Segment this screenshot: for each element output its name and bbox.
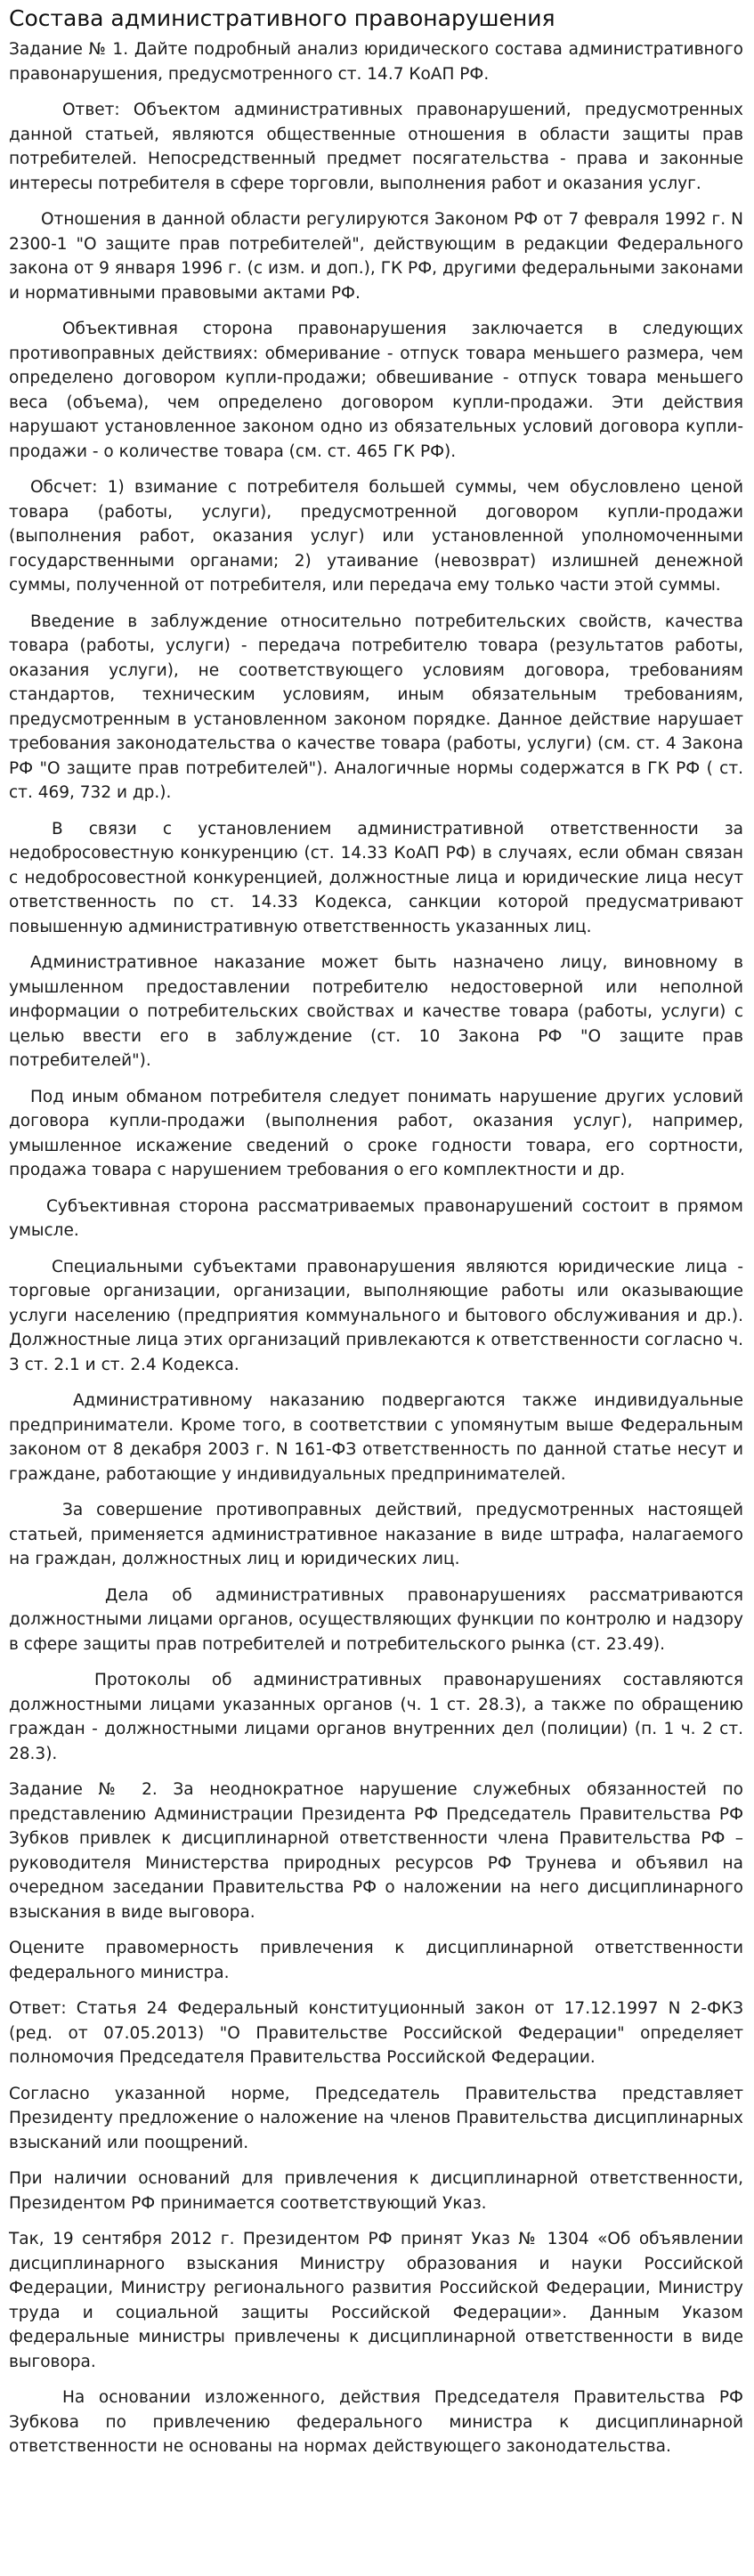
task1-question: Задание № 1. Дайте подробный анализ юридического состава административного правонарушения, предусмотренного ст. 14.7 КоАП РФ.	[9, 40, 743, 84]
task2-prompt: Оцените правомерность привлечения к дисциплинарной ответственности федерального министра.	[9, 1939, 743, 1982]
task1-answer-paragraph: Протоколы об административных правонарушениях составляются должностными лицами указанных органов (ч. 1 ст. 28.3), а также по обращению граждан - должностными лицами органов внутренних дел (полиции) (п. 1 ч. 2 ст. 28.3).	[9, 1671, 743, 1763]
task1-answer-paragraph: Специальными субъектами правонарушения являются юридические лица - торговые организации, организации, выполняющие работы или оказывающие услуги населению (предприятия коммунального и бытового обслуживания и др.). Должностные лица этих организаций привлекаются к ответственности согласно ч. 3 ст. 2.1 и ст. 2.4 Кодекса.	[9, 1257, 743, 1374]
task1-answer-paragraph: За совершение противоправных действий, предусмотренных настоящей статьей, применяется административное наказание в виде штрафа, налагаемого на граждан, должностных лиц и юридических лиц.	[9, 1501, 743, 1568]
task1-answer-paragraph: Дела об административных правонарушениях рассматриваются должностными лицами органов, осуществляющих функции по контролю и надзору в сфере защиты прав потребителей и потребительского рынка (ст. 23.49).	[9, 1585, 743, 1654]
task2-answer-paragraph: Ответ: Статья 24 Федеральный конституционный закон от 17.12.1997 N 2-ФКЗ (ред. от 07.05.2013) "О Правительстве Российской Федерации" определяет полномочия Председателя Правительства Российской Федерации.	[9, 1999, 743, 2067]
task2-answer-paragraph: На основании изложенного, действия Председателя Правительства РФ Зубкова по привлечению федерального министра к дисциплинарной ответственности не основаны на нормах действующего законодательства.	[9, 2388, 743, 2456]
task2-question: Задание № 2. За неоднократное нарушение служебных обязанностей по представлению Администрации Президента РФ Председатель Правительства РФ Зубков привлек к дисциплинарной ответственности члена Правительства РФ – руководителя Министерства природных ресурсов РФ Трунева и объявил на очередном заседании Правительства РФ о наложении на него дисциплинарного взыскания в виде выговора.	[9, 1780, 743, 1922]
task1-answer-paragraph: Отношения в данной области регулируются Законом РФ от 7 февраля 1992 г. N 2300-1 "О защите прав потребителей", действующим в редакции Федерального закона от 9 января 1996 г. (с изм. и доп.), ГК РФ, другими федеральными законами и нормативными правовыми актами РФ.	[9, 210, 743, 303]
task1-answer-paragraph: Административному наказанию подвергаются также индивидуальные предприниматели. Кроме того, в соответствии с упомянутым выше Федеральным законом от 8 декабря 2003 г. N 161-ФЗ ответственность по данной статье несут и граждане, работающие у индивидуальных предпринимателей.	[9, 1391, 743, 1484]
task2-answer-paragraph: Так, 19 сентября 2012 г. Президентом РФ принят Указ № 1304 «Об объявлении дисциплинарного взыскания Министру образования и науки Российской Федерации, Министру регионального развития Российской Федерации, Министру труда и социальной защиты Российской Федерации». Данным Указом федеральные министры привлечены к дисциплинарной ответственности в виде выговора.	[9, 2230, 743, 2371]
task1-answer-paragraph: Субъективная сторона рассматриваемых правонарушений состоит в прямом умысле.	[9, 1196, 743, 1240]
task2-answer-paragraph: При наличии оснований для привлечения к дисциплинарной ответственности, Президентом РФ принимается соответствующий Указ.	[9, 2169, 743, 2213]
task2-answer-paragraph: Согласно указанной норме, Председатель Правительства представляет Президенту предложение о наложение на членов Правительства дисциплинарных взысканий или поощрений.	[9, 2084, 743, 2152]
task1-answer-paragraph: Объективная сторона правонарушения заключается в следующих противоправных действиях: обмеривание - отпуск товара меньшего размера, чем определено договором купли-продажи; обвешивание - отпуск товара меньшего веса (объема), чем определено договором купли-продажи. Эти действия нарушают установленное законом одно из обязательных условий договора купли-продажи - о количестве товара (см. ст. 465 ГК РФ).	[9, 320, 743, 461]
task1-answer-paragraph: Административное наказание может быть назначено лицу, виновному в умышленном предоставлении потребителю недостоверной или неполной информации о потребительских свойствах и качестве товара (работы, услуги) с целью ввести его в заблуждение (ст. 10 Закона РФ "О защите прав потребителей").	[9, 953, 743, 1070]
task1-answer-paragraph: В связи с установлением административной ответственности за недобросовестную конкуренцию (ст. 14.33 КоАП РФ) в случаях, если обман связан с недобросовестной конкуренцией, должностные лица и юридические лица несут ответственность по ст. 14.33 Кодекса, санкции которой предусматривают повышенную административную ответственность указанных лиц.	[9, 819, 743, 936]
page-title: Состава административного правонарушения	[9, 5, 555, 31]
task1-answer-paragraph: Обсчет: 1) взимание с потребителя большей суммы, чем обусловлено ценой товара (работы, услуги), предусмотренной договором купли-продажи (выполнения работ, оказания услуг) или установленной уполномоченными государственными органами; 2) утаивание (невозврат) излишней денежной суммы, полученной от потребителя, или передача ему только части этой суммы.	[9, 478, 743, 595]
task1-answer-paragraph: Под иным обманом потребителя следует понимать нарушение других условий договора купли-продажи (выполнения работ, оказания услуг), например, умышленное искажение сведений о сроке годности товара, его сортности, продажа товара с нарушением требования о его комплектности и др.	[9, 1087, 743, 1179]
task1-answer-paragraph: Ответ: Объектом административных правонарушений, предусмотренных данной статьей, являются общественные отношения в области защиты прав потребителей. Непосредственный предмет посягательства - права и законные интересы потребителя в сфере торговли, выполнения работ и оказания услуг.	[9, 101, 743, 193]
task1-answer-paragraph: Введение в заблуждение относительно потребительских свойств, качества товара (работы, услуги) - передача потребителю товара (результатов работы, оказания услуги), не соответствующего условиям договора, требованиям стандартов, техническим условиям, иным обязательным требованиям, предусмотренным в установленном законом порядке. Данное действие нарушает требования законодательства о качестве товара (работы, услуги) (см. ст. 4 Закона РФ "О защите прав потребителей"). Аналогичные нормы содержатся в ГК РФ ( ст. ст. 469, 732 и др.).	[9, 612, 743, 802]
